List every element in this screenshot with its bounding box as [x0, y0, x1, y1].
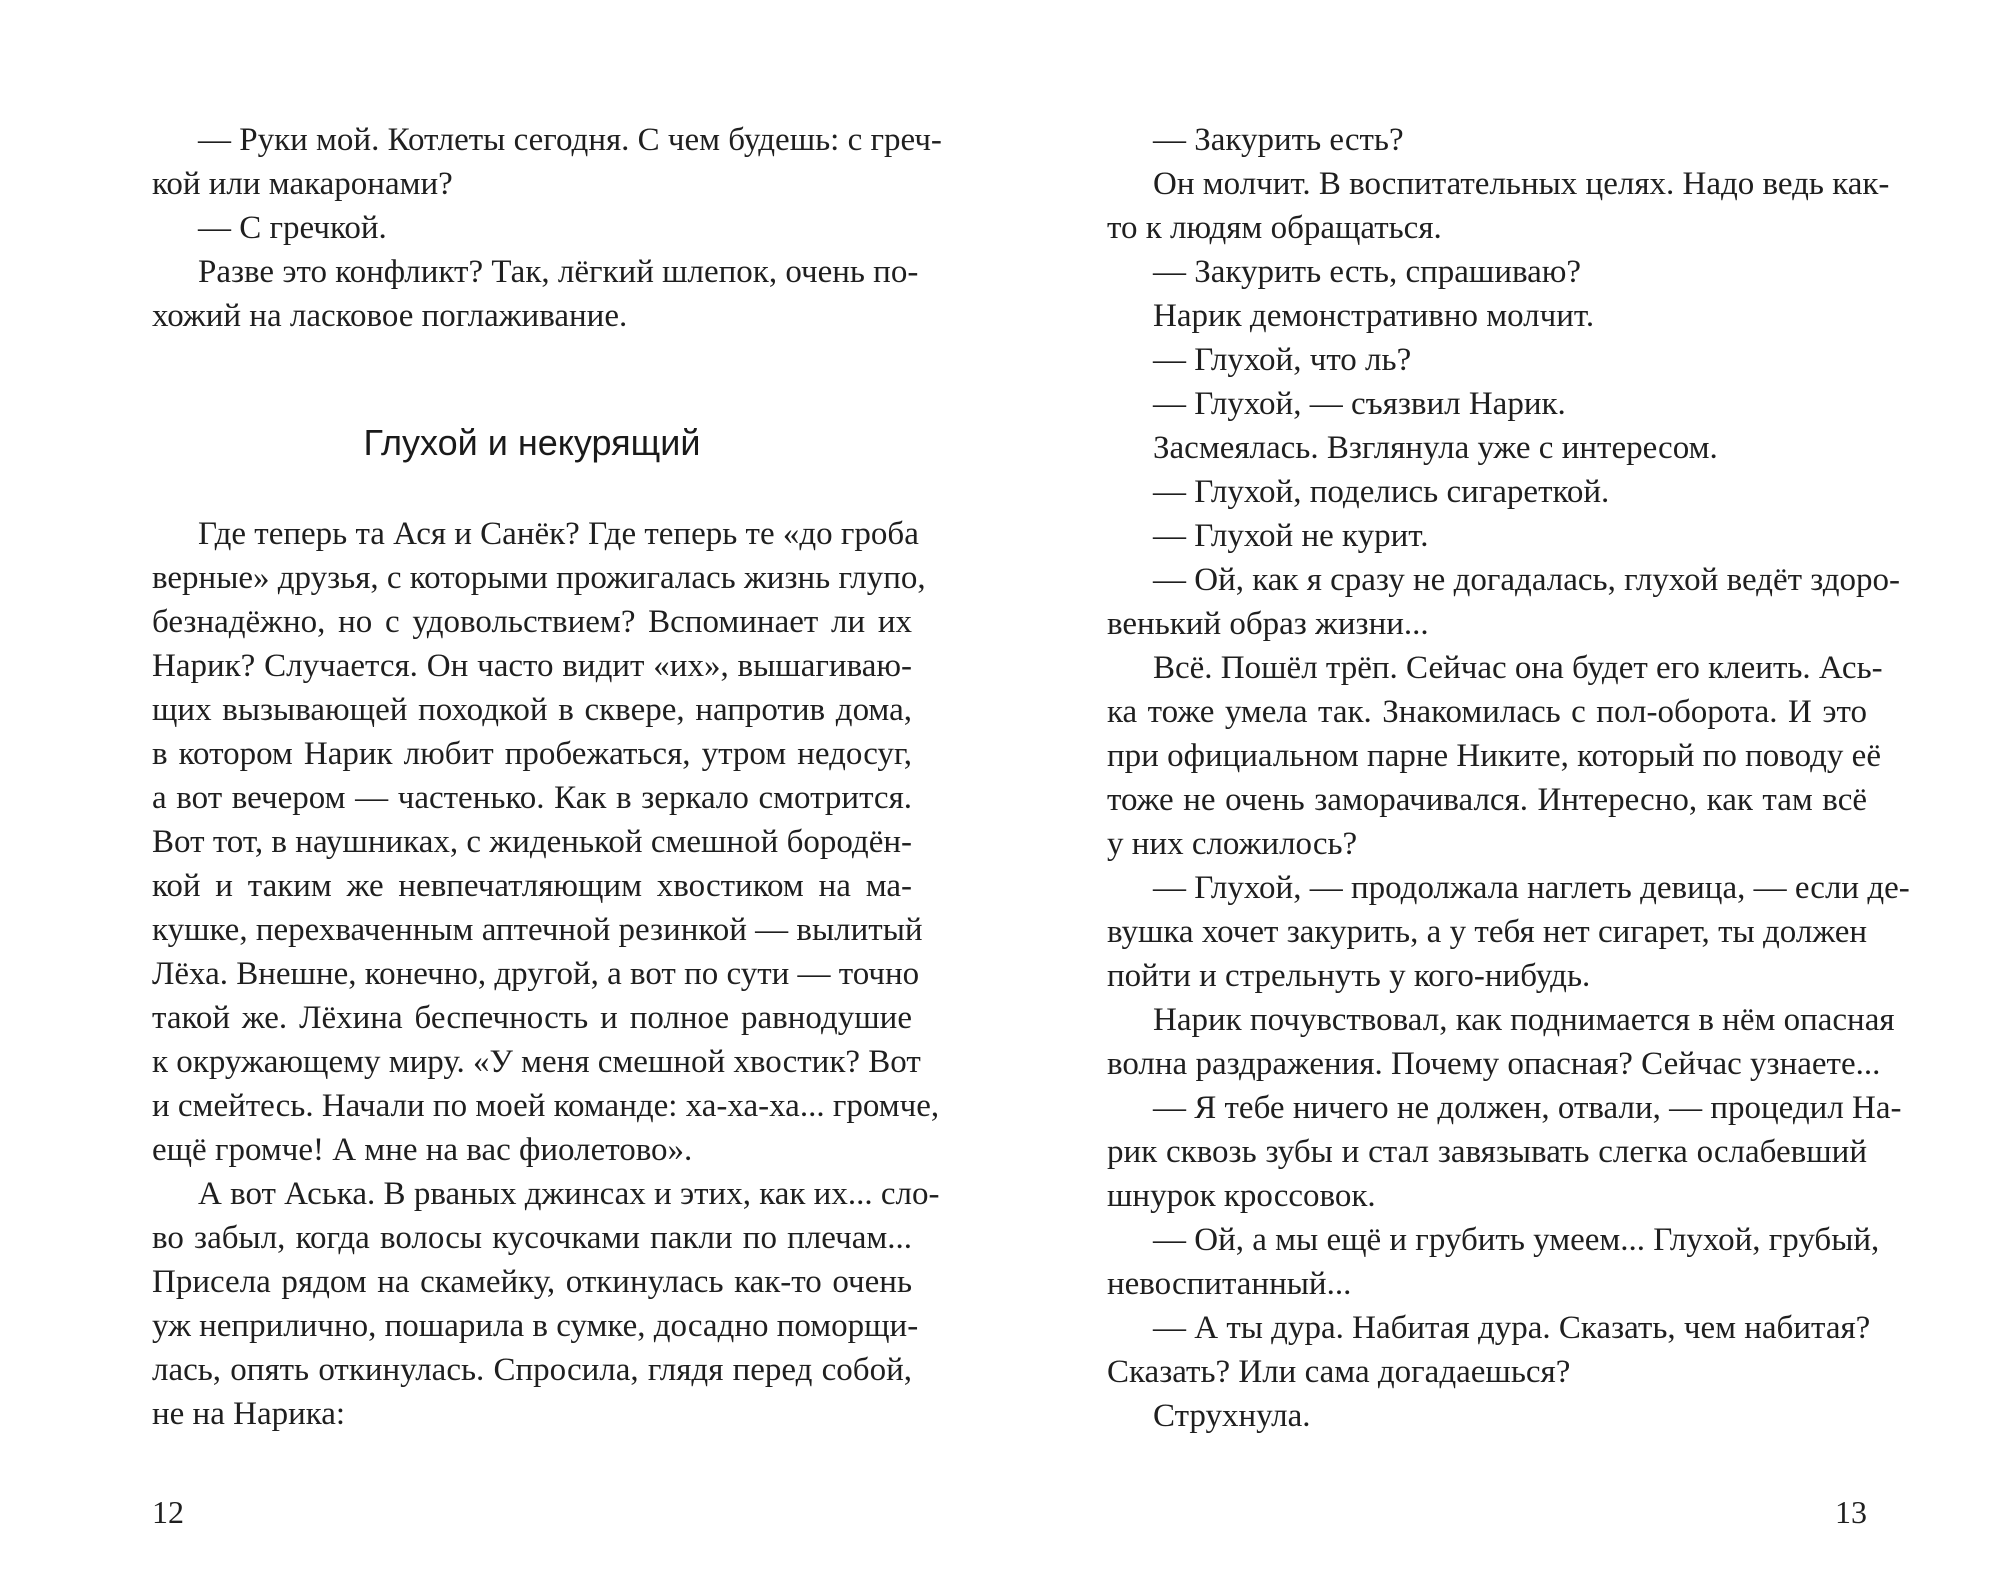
page-number: 13 — [1835, 1494, 1867, 1530]
text-line: Нарик почувствовал, как поднимается в нём опасная — [1153, 1002, 1895, 1038]
text-line: Нарик? Случается. Он часто видит «их», вышагиваю- — [152, 648, 912, 684]
text-line: не на Нарика: — [152, 1396, 346, 1432]
text-line: а вот вечером — частенько. Как в зеркало смотрится. — [152, 780, 912, 816]
text-line: в котором Нарик любит пробежаться, утром недосуг, — [152, 736, 912, 772]
text-line: ещё громче! А мне на вас фиолетово». — [152, 1132, 693, 1168]
text-line: венький образ жизни... — [1107, 606, 1429, 642]
text-line: хожий на ласковое поглаживание. — [152, 298, 628, 334]
text-line: — Ой, как я сразу не догадалась, глухой ведёт здоро- — [1153, 562, 1900, 598]
text-line: А вот Аська. В рваных джинсах и этих, как их... сло- — [198, 1176, 940, 1212]
text-line: ка тоже умела так. Знакомилась с пол-оборота. И это — [1107, 694, 1867, 730]
text-line: тоже не очень заморачивался. Интересно, как там всё — [1107, 782, 1867, 818]
text-line: Лёха. Внешне, конечно, другой, а вот по сути — точно — [152, 956, 920, 992]
text-line: щих вызывающей походкой в сквере, напротив дома, — [152, 692, 912, 728]
text-line: кой и таким же невпечатляющим хвостиком на ма- — [152, 868, 912, 904]
right-page — [1107, 0, 1910, 1585]
text-line: при официальном парне Никите, который по поводу её — [1107, 738, 1881, 774]
page-number: 12 — [152, 1494, 184, 1530]
text-line: — С гречкой. — [198, 210, 387, 246]
text-line: рик сквозь зубы и стал завязывать слегка ослабевший — [1107, 1134, 1867, 1170]
text-line: — Закурить есть, спрашиваю? — [1153, 254, 1582, 290]
text-line: шнурок кроссовок. — [1107, 1178, 1376, 1214]
text-line: лась, опять откинулась. Спросила, глядя перед собой, — [152, 1352, 912, 1388]
text-line: — Ой, а мы ещё и грубить умеем... Глухой, грубый, — [1153, 1222, 1880, 1258]
text-line: у них сложилось? — [1107, 826, 1358, 862]
text-line: Струхнула. — [1153, 1398, 1311, 1434]
text-line: Нарик демонстративно молчит. — [1153, 298, 1595, 334]
text-line: вушка хочет закурить, а у тебя нет сигарет, ты должен — [1107, 914, 1867, 950]
left-page — [152, 0, 942, 1585]
text-line: кой или макаронами? — [152, 166, 453, 202]
text-line: — Закурить есть? — [1153, 122, 1404, 158]
text-line: — Глухой не курит. — [1153, 518, 1429, 554]
text-line: — Глухой, что ль? — [1153, 342, 1412, 378]
text-line: кушке, перехваченным аптечной резинкой — вылитый — [152, 912, 923, 948]
text-line: — Глухой, — продолжала наглеть девица, — если де- — [1153, 870, 1910, 906]
text-line: Разве это конфликт? Так, лёгкий шлепок, очень по- — [198, 254, 919, 290]
text-line: и смейтесь. Начали по моей команде: ха-ха-ха... громче, — [152, 1088, 940, 1124]
text-line: Засмеялась. Взглянула уже с интересом. — [1153, 430, 1718, 466]
text-line: волна раздражения. Почему опасная? Сейчас узнаете... — [1107, 1046, 1881, 1082]
text-line: Вот тот, в наушниках, с жиденькой смешной бородён- — [152, 824, 912, 860]
text-line: — Руки мой. Котлеты сегодня. С чем будешь: с греч- — [198, 122, 942, 158]
text-line: к окружающему миру. «У меня смешной хвостик? Вот — [152, 1044, 921, 1080]
text-line: безнадёжно, но с удовольствием? Вспоминает ли их — [152, 604, 912, 640]
text-line: Где теперь та Ася и Санёк? Где теперь те «до гроба — [198, 516, 919, 552]
text-line: такой же. Лёхина беспечность и полное равнодушие — [152, 1000, 912, 1036]
text-line: то к людям обращаться. — [1107, 210, 1442, 246]
text-line: Присела рядом на скамейку, откинулась как-то очень — [152, 1264, 912, 1300]
text-line: Сказать? Или сама догадаешься? — [1107, 1354, 1571, 1390]
text-line: во забыл, когда волосы кусочками пакли по плечам... — [152, 1220, 912, 1256]
text-line: — А ты дура. Набитая дура. Сказать, чем набитая? — [1153, 1310, 1871, 1346]
text-line: верные» друзья, с которыми прожигалась жизнь глупо, — [152, 560, 926, 596]
text-line: пойти и стрельнуть у кого-нибудь. — [1107, 958, 1591, 994]
section-heading: Глухой и некурящий — [363, 422, 701, 463]
text-line: невоспитанный... — [1107, 1266, 1352, 1302]
text-line: — Я тебе ничего не должен, отвали, — процедил На- — [1153, 1090, 1902, 1126]
text-line: уж неприлично, пошарила в сумке, досадно поморщи- — [152, 1308, 919, 1344]
text-line: — Глухой, поделись сигареткой. — [1153, 474, 1610, 510]
text-line: — Глухой, — съязвил Нарик. — [1153, 386, 1566, 422]
text-line: Всё. Пошёл трёп. Сейчас она будет его клеить. Ась- — [1153, 650, 1883, 686]
text-line: Он молчит. В воспитательных целях. Надо ведь как- — [1153, 166, 1890, 202]
